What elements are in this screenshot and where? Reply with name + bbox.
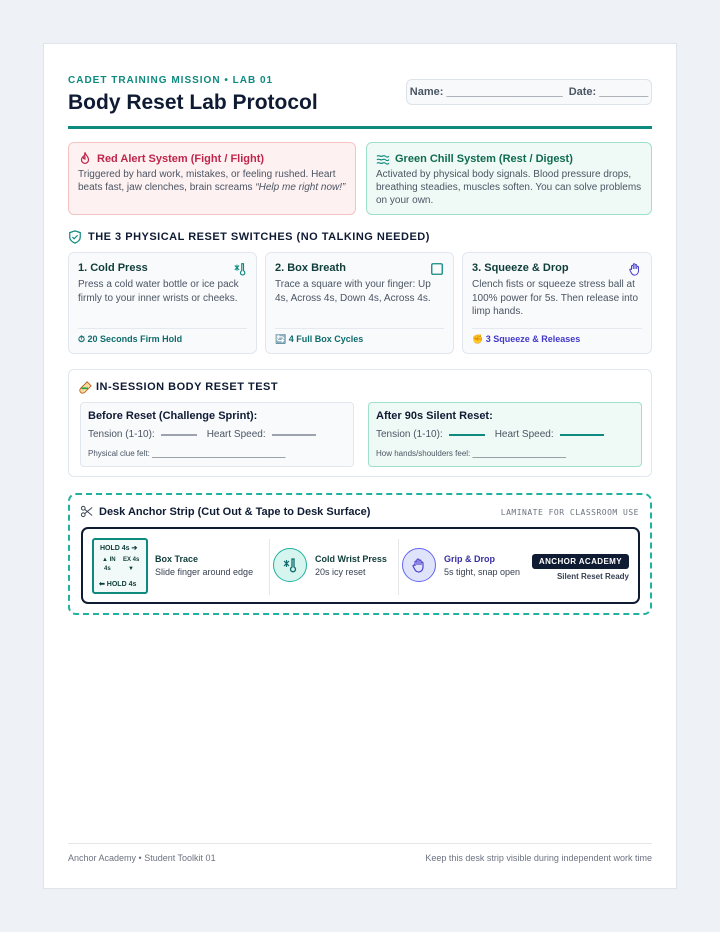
square-icon <box>430 262 444 276</box>
grip-drop-title: Grip & Drop <box>444 554 495 564</box>
after-ratings <box>376 429 634 440</box>
worksheet-page <box>43 43 677 889</box>
anchor-academy-badge: ANCHOR ACADEMY <box>532 554 629 569</box>
scissors-icon <box>80 505 93 518</box>
before-ratings <box>88 429 346 440</box>
test-tube-icon <box>79 381 92 394</box>
switch-footer-label: 4 Full Box Cycles <box>288 334 364 344</box>
fist-icon: ✊ <box>472 334 484 344</box>
green-chill-text: Activated by physical body signals. Blood pressure drops, breathing steadies, muscles soften. You can solve problems on your own. <box>376 169 642 206</box>
name-date-box[interactable] <box>406 79 652 105</box>
footer-left: Anchor Academy • Student Toolkit 01 <box>68 853 216 863</box>
mission-kicker: CADET TRAINING MISSION • LAB 01 <box>68 75 274 86</box>
after-reset-box <box>368 402 642 467</box>
box-trace-title: Box Trace <box>155 554 199 564</box>
hand-icon <box>628 262 642 276</box>
waves-icon <box>376 152 390 166</box>
anchor-band <box>81 527 640 604</box>
switch-card-box-breath <box>265 252 454 354</box>
box-in-time: 4s <box>104 566 111 572</box>
reset-test-panel <box>68 369 652 477</box>
red-alert-quote: “Help me right now!” <box>255 182 346 193</box>
snow-thermometer-icon <box>233 262 247 276</box>
cold-wrist-circle <box>273 548 307 582</box>
red-alert-title: Red Alert System (Fight / Flight) <box>97 153 265 165</box>
tension-label: Tension (1-10): <box>376 429 443 440</box>
box-trace-sub: Slide finger around edge <box>155 567 254 577</box>
page-title: Body Reset Lab Protocol <box>68 91 318 114</box>
switches-heading: THE 3 PHYSICAL RESET SWITCHES (NO TALKING NEEDED) <box>88 231 430 243</box>
switch-card-cold-press <box>68 252 257 354</box>
snow-thermometer-icon <box>282 557 298 573</box>
red-alert-text <box>78 168 346 194</box>
switch-card-squeeze-drop <box>462 252 652 354</box>
box-ex-arrow: ▼ <box>128 566 134 572</box>
switch-footer <box>275 328 444 345</box>
badge-subtitle: Silent Reset Ready <box>556 572 629 581</box>
green-chill-card <box>366 142 652 215</box>
green-chill-title: Green Chill System (Rest / Digest) <box>395 153 573 165</box>
tension-blank[interactable] <box>449 434 485 436</box>
switch-title: 2. Box Breath <box>275 262 346 274</box>
tension-label: Tension (1-10): <box>88 429 155 440</box>
shield-icon <box>68 230 82 244</box>
grip-drop-circle <box>402 548 436 582</box>
cold-wrist-title: Cold Wrist Press <box>315 554 387 564</box>
test-heading: IN-SESSION BODY RESET TEST <box>96 381 279 393</box>
box-ex-label: EX 4s <box>123 557 140 563</box>
footer-divider <box>68 843 652 844</box>
divider <box>269 539 270 595</box>
box-in-label: ▲ IN <box>102 557 116 563</box>
timer-icon: ⏱ <box>78 334 86 344</box>
before-reset-box <box>80 402 354 467</box>
box-breath-diagram <box>92 538 148 594</box>
box-top-label: HOLD 4s ➔ <box>100 545 138 552</box>
tension-blank[interactable] <box>161 434 197 436</box>
grip-drop-sub: 5s tight, snap open <box>444 567 521 577</box>
switch-text: Press a cold water bottle or ice pack firmly to your inner wrists or cheeks. <box>78 279 239 304</box>
header-divider <box>68 126 652 129</box>
switch-title: 3. Squeeze & Drop <box>472 262 569 274</box>
switch-footer-label: 20 Seconds Firm Hold <box>87 334 183 344</box>
switch-text: Trace a square with your finger: Up 4s, Across 4s, Down 4s, Across 4s. <box>275 279 431 304</box>
flame-icon <box>78 152 92 166</box>
heart-speed-blank[interactable] <box>560 434 604 436</box>
hands-shoulders-field[interactable]: How hands/shoulders feel: _____________________ <box>376 449 566 458</box>
before-title: Before Reset (Challenge Sprint): <box>88 410 258 422</box>
heart-speed-blank[interactable] <box>272 434 316 436</box>
worksheet-content <box>68 44 652 888</box>
heart-speed-label: Heart Speed: <box>494 429 554 440</box>
date-field[interactable]: Date: ________ <box>568 86 649 98</box>
box-bottom-label: ⬅ HOLD 4s <box>99 581 137 588</box>
heart-speed-label: Heart Speed: <box>206 429 266 440</box>
switch-footer-label: 3 Squeeze & Releases <box>485 334 581 344</box>
after-title: After 90s Silent Reset: <box>376 410 493 422</box>
footer-right: Keep this desk strip visible during independent work time <box>425 853 652 863</box>
red-alert-card <box>68 142 356 215</box>
cold-wrist-sub: 20s icy reset <box>315 567 366 577</box>
red-alert-body: Triggered by hard work, mistakes, or feeling rushed. Heart beats fast, jaw clenches, brain screams <box>78 169 336 193</box>
hand-icon <box>411 557 427 573</box>
switch-text: Clench fists or squeeze stress ball at 100% power for 5s. Then release into limp hands. <box>472 279 639 317</box>
switch-footer <box>472 328 642 345</box>
strip-title: Desk Anchor Strip (Cut Out & Tape to Desk Surface) <box>99 506 371 518</box>
switch-footer <box>78 328 247 345</box>
physical-clue-field[interactable]: Physical clue felt: ______________________________ <box>88 449 286 458</box>
desk-anchor-strip <box>68 493 652 615</box>
divider <box>398 539 399 595</box>
name-field[interactable]: Name: ___________________ <box>409 86 563 98</box>
laminate-note: LAMINATE FOR CLASSROOM USE <box>500 508 639 517</box>
cycle-icon: 🔄 <box>275 334 287 344</box>
switch-title: 1. Cold Press <box>78 262 148 274</box>
